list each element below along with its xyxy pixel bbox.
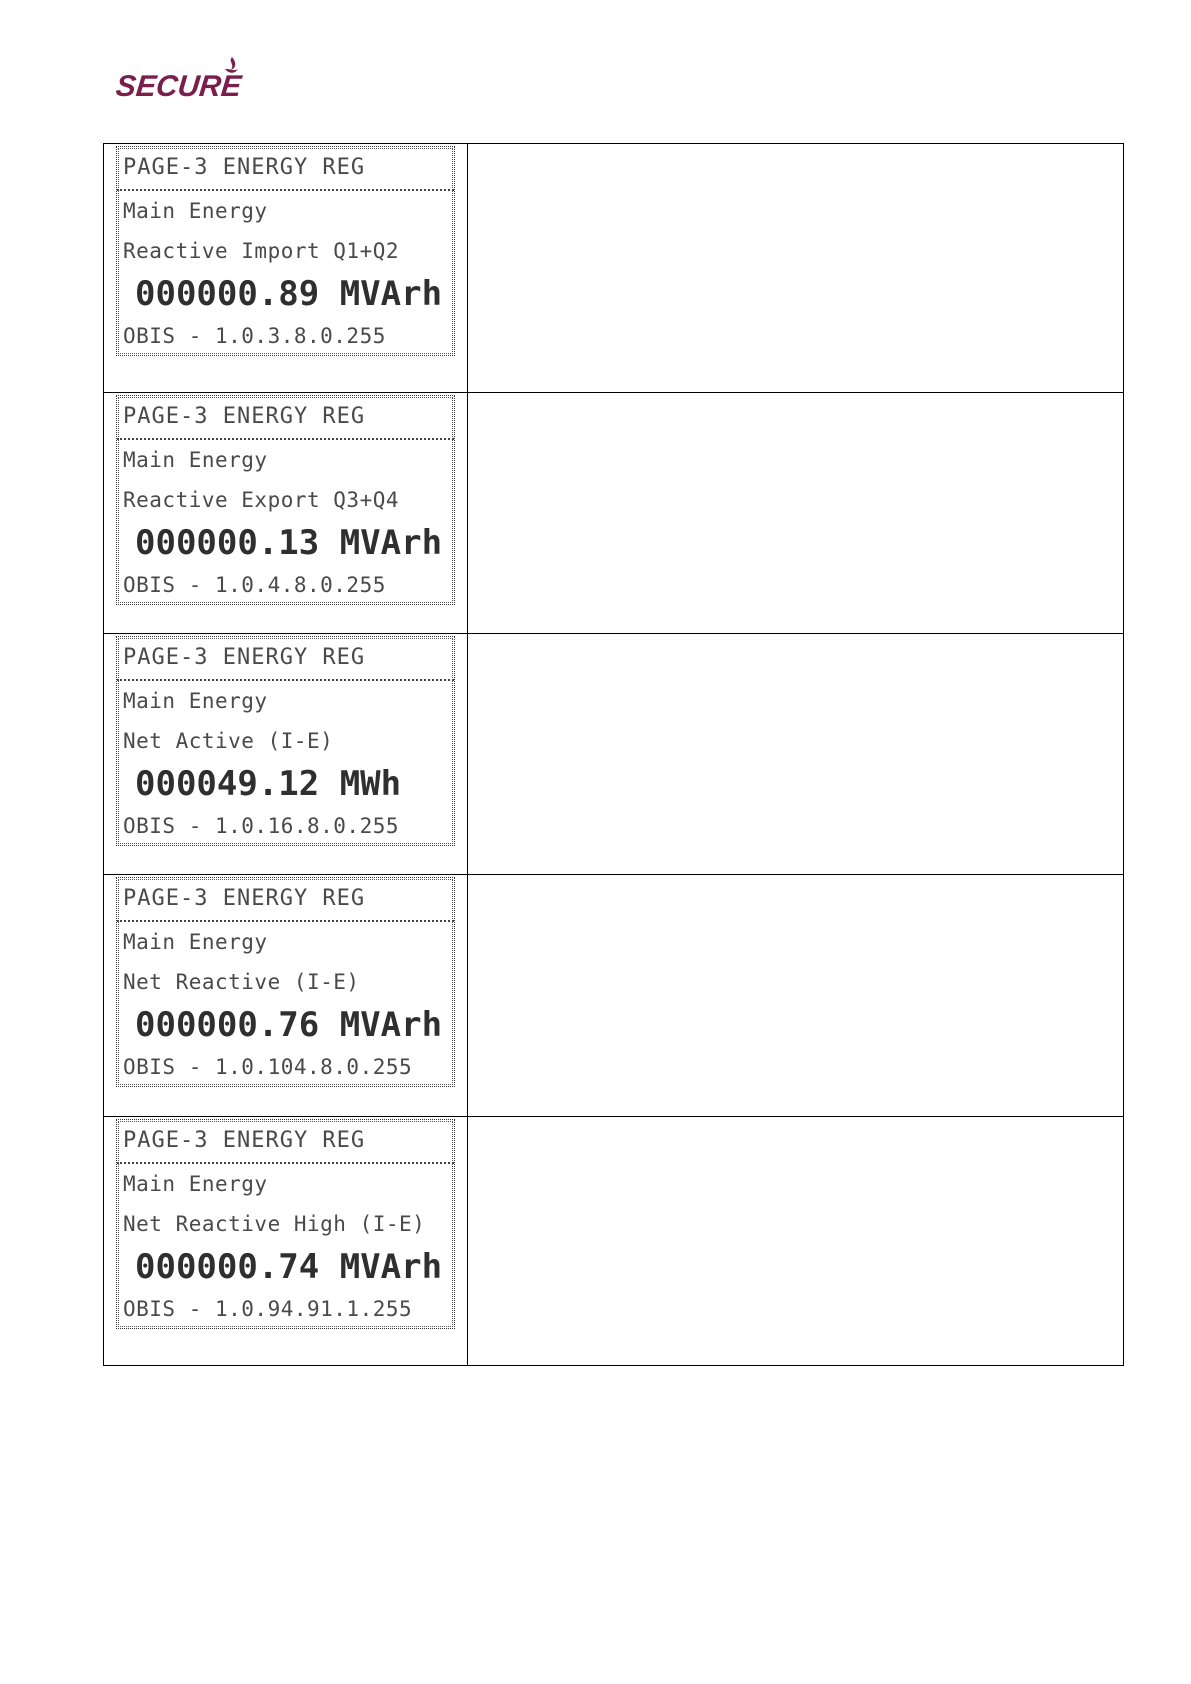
description-cell: [468, 634, 1124, 875]
lcd-value: 000000.76 MVArh: [135, 1005, 443, 1045]
display-cell: [104, 875, 468, 1117]
lcd-category: Main Energy: [123, 689, 268, 713]
display-cell: [104, 393, 468, 634]
table-row: [104, 1117, 1124, 1366]
secure-logo: [116, 56, 266, 106]
display-cell: [104, 1117, 468, 1366]
lcd-screen: [116, 1119, 455, 1329]
table-row: [104, 393, 1124, 634]
lcd-screen: [116, 636, 455, 846]
lcd-screen: [116, 877, 455, 1087]
lcd-obis-code: OBIS - 1.0.16.8.0.255: [123, 814, 400, 838]
lcd-obis-code: OBIS - 1.0.94.91.1.255: [123, 1297, 413, 1321]
lcd-parameter: Net Reactive High (I-E): [123, 1212, 426, 1236]
lcd-category: Main Energy: [123, 199, 268, 223]
lcd-value: 000049.12 MWh: [135, 764, 402, 804]
lcd-parameter: Reactive Export Q3+Q4: [123, 488, 400, 512]
table-row: [104, 144, 1124, 393]
lcd-value: 000000.89 MVArh: [135, 274, 443, 314]
lcd-parameter: Net Reactive (I-E): [123, 970, 360, 994]
lcd-header: PAGE-3 ENERGY REG: [117, 878, 454, 922]
description-cell: [468, 144, 1124, 393]
lcd-header: PAGE-3 ENERGY REG: [117, 396, 454, 440]
description-cell: [468, 1117, 1124, 1366]
lcd-header: PAGE-3 ENERGY REG: [117, 147, 454, 191]
lcd-screen: [116, 395, 455, 605]
table-row: [104, 875, 1124, 1117]
lcd-category: Main Energy: [123, 930, 268, 954]
lcd-obis-code: OBIS - 1.0.104.8.0.255: [123, 1055, 413, 1079]
logo-text: SECURE: [114, 70, 243, 103]
display-cell: [104, 144, 468, 393]
description-cell: [468, 393, 1124, 634]
lcd-parameter: Reactive Import Q1+Q2: [123, 239, 400, 263]
lcd-category: Main Energy: [123, 1172, 268, 1196]
lcd-value: 000000.13 MVArh: [135, 523, 443, 563]
lcd-category: Main Energy: [123, 448, 268, 472]
lcd-header: PAGE-3 ENERGY REG: [117, 637, 454, 681]
display-cell: [104, 634, 468, 875]
lcd-obis-code: OBIS - 1.0.3.8.0.255: [123, 324, 386, 348]
table-row: [104, 634, 1124, 875]
energy-register-table: [103, 143, 1124, 1366]
lcd-header: PAGE-3 ENERGY REG: [117, 1120, 454, 1164]
description-cell: [468, 875, 1124, 1117]
lcd-parameter: Net Active (I-E): [123, 729, 334, 753]
lcd-value: 000000.74 MVArh: [135, 1247, 443, 1287]
lcd-obis-code: OBIS - 1.0.4.8.0.255: [123, 573, 386, 597]
lcd-screen: [116, 146, 455, 356]
